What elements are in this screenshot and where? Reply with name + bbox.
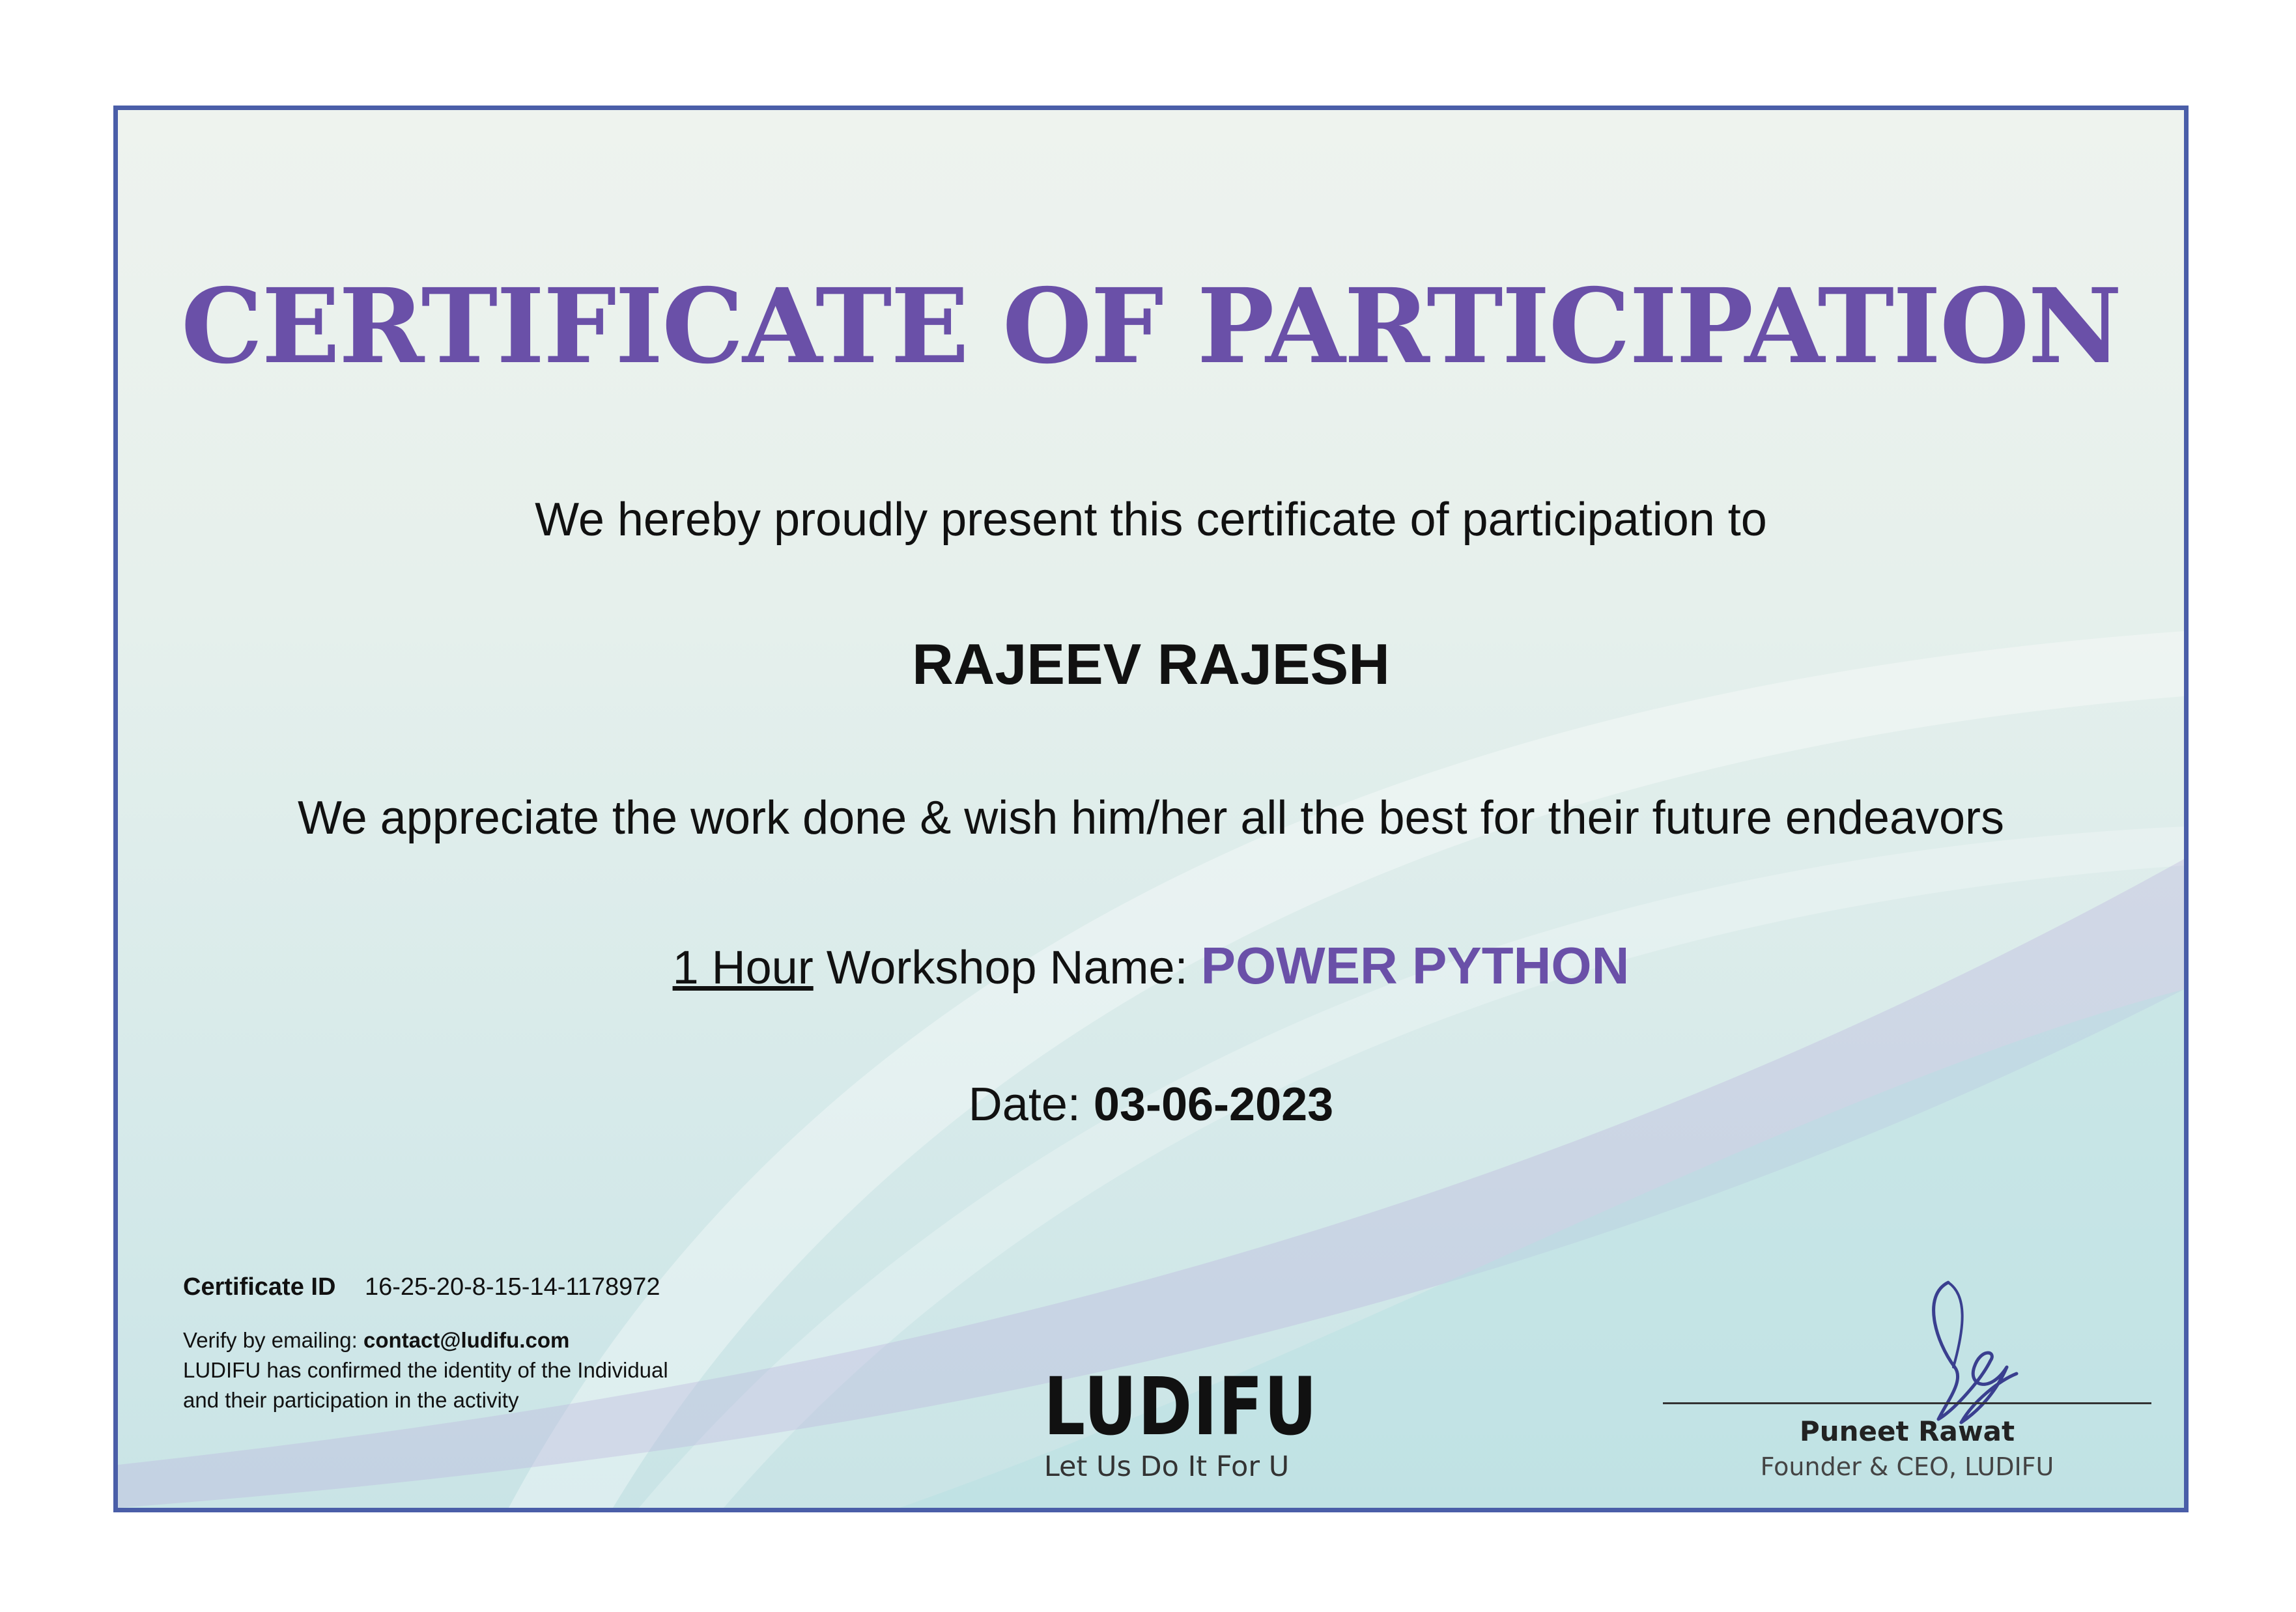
ludifu-logo bbox=[1017, 1361, 1318, 1483]
verify-prefix: Verify by emailing: bbox=[183, 1328, 358, 1352]
workshop-line bbox=[118, 936, 2184, 996]
logo-tagline: Let Us Do It For U bbox=[1043, 1450, 1290, 1483]
signatory-block bbox=[1663, 1415, 2151, 1481]
signatory-role: Founder & CEO, LUDIFU bbox=[1760, 1452, 2054, 1481]
workshop-label: Workshop Name: bbox=[826, 942, 1188, 994]
verify-email-link[interactable]: contact@ludifu.com bbox=[363, 1328, 570, 1352]
signature-line bbox=[1663, 1402, 2151, 1404]
appreciation-text: We appreciate the work done & wish him/her all the best for their future endeavors bbox=[297, 792, 2005, 844]
signatory-name: Puneet Rawat bbox=[1799, 1415, 2015, 1447]
intro-text: We hereby proudly present this certificate of participation to bbox=[535, 494, 1767, 546]
logo-wordmark: LUDIFU bbox=[1043, 1361, 1318, 1453]
verification-note bbox=[183, 1325, 678, 1415]
verify-note: LUDIFU has confirmed the identity of the Individual and their participation in the activity bbox=[183, 1358, 668, 1412]
workshop-duration: 1 Hour bbox=[672, 942, 814, 994]
recipient-name: RAJEEV RAJESH bbox=[912, 632, 1390, 696]
certificate-id-label: Certificate ID bbox=[183, 1273, 336, 1301]
certificate-title: CERTIFICATE OF PARTICIPATION bbox=[180, 266, 2121, 387]
signature-icon bbox=[1877, 1269, 2033, 1439]
certificate-frame bbox=[113, 106, 2189, 1512]
date-line bbox=[118, 1078, 2184, 1131]
date-value: 03-06-2023 bbox=[1093, 1079, 1334, 1131]
certificate-id-value: 16-25-20-8-15-14-1178972 bbox=[364, 1273, 660, 1301]
certificate-id bbox=[183, 1273, 660, 1301]
workshop-name: POWER PYTHON bbox=[1200, 937, 1630, 995]
date-label: Date: bbox=[968, 1079, 1081, 1131]
